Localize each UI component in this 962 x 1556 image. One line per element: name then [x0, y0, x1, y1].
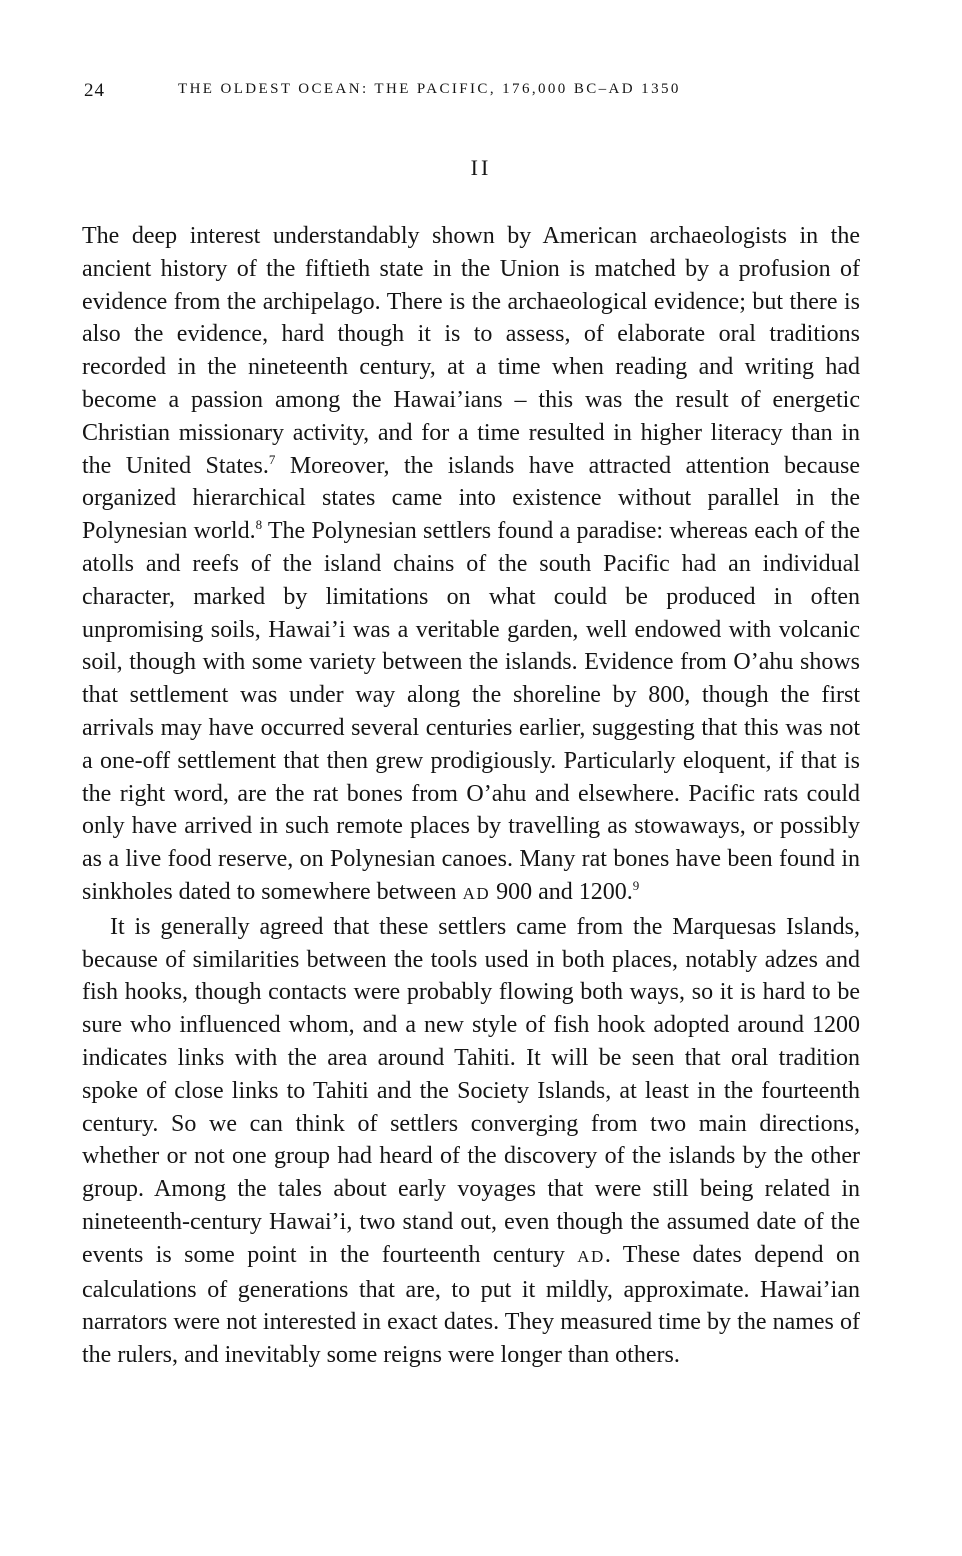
body-text [82, 220, 860, 1372]
paragraph [82, 220, 860, 911]
paragraph-text: Moreover, the islands have attracted attention because organized hierarchical states came into existence without parallel in the Polynesian world. [82, 452, 861, 545]
running-header [84, 80, 860, 106]
paragraph [82, 911, 860, 1372]
era-small-caps: AD [577, 1246, 605, 1266]
paragraph-text: The Polynesian settlers found a paradise: whereas each of the atolls and reefs of the island chains of the south Pacific had an individual character, marked by limitations on what could be produced in often unpromising soils, Hawai’i was a veritable garden, well endowed with volcanic soil, though with some variety between the islands. Evidence from O’ahu shows that settlement was under way along the shoreline by 800, though the first arrivals may have occurred several centuries earlier, suggesting that this was not a one-off settlement that then grew prodigiously. Particularly eloquent, if that is the right word, are the rat bones from O’ahu and elsewhere. Pacific rats could only have arrived in such remote places by travelling as stowaways, or possibly as a live food reserve, on Polynesian canoes. Many rat bones have been found in sinkholes dated to somewhere between [82, 518, 860, 905]
paragraph-text: 900 and 1200. [490, 878, 633, 905]
paragraph-text: It is generally agreed that these settlers came from the Marquesas Islands, because of similarities between the tools used in both places, notably adzes and fish hooks, though contacts were probably flowing both ways, so it is hard to be sure who influenced whom, and a new style of fish hook adopted around 1200 indicates links with the area around Tahiti. It will be seen that oral tradition spoke of close links to Tahiti and the Society Islands, at least in the fourteenth century. So we can think of settlers converging from two main directions, whether or not one group had heard of the discovery of the islands by the other group. Among the tales about early voyages that were still being related in nineteenth-century Hawai’i, two stand out, even though the assumed date of the events is some point in the fourteenth century [82, 913, 860, 1268]
era-small-caps: AD [462, 883, 491, 903]
page-number: 24 [84, 80, 105, 101]
footnote-marker: 7 [268, 451, 276, 467]
paragraph-text: The deep interest understandably shown by American archaeologists in the ancient history of the fiftieth state in the Union is matched by a profusion of evidence from the archipelago. There is the archaeological evidence; but there is also the evidence, hard though it is to assess, of elaborate oral traditions recorded in the nineteenth century, at a time when reading and writing had become a passion among the Hawai’ians – this was the result of energetic Christian missionary activity, and for a time resulted in higher literacy than in the United States. [82, 223, 860, 479]
footnote-marker: 9 [632, 877, 640, 893]
footnote-marker: 8 [255, 517, 263, 533]
section-number: II [470, 155, 492, 180]
running-title: THE OLDEST OCEAN: THE PACIFIC, 176,000 BC–AD 1350 [178, 81, 681, 97]
paragraph-text: . These dates depend on calculations of generations that are, to put it mildly, approximate. Hawai’ian narrators were not interested in exact dates. They measured time by the names of the rulers, and inevitably some reigns were longer than others. [82, 1241, 860, 1369]
